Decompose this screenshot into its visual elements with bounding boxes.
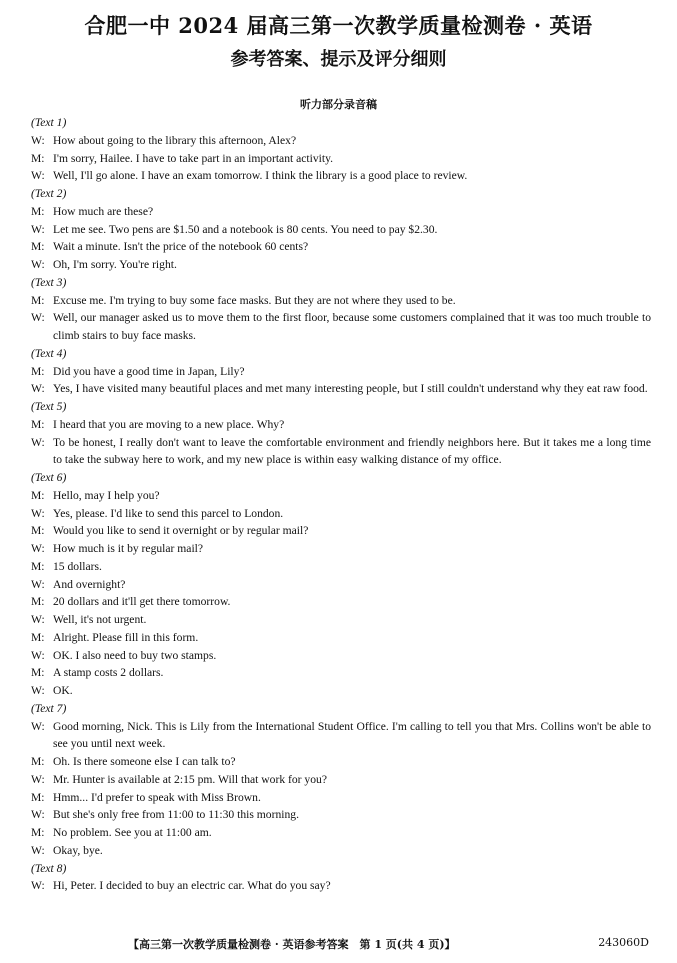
speaker-label: M: bbox=[31, 559, 45, 573]
dialogue-text: But she's only free from 11:00 to 11:30 this morning. bbox=[53, 808, 299, 822]
dialogue-text: Hmm... I'd prefer to speak with Miss Brown. bbox=[53, 790, 261, 804]
dialogue-line bbox=[31, 363, 651, 381]
speaker-label: W: bbox=[31, 506, 45, 520]
dialogue-text: Hi, Peter. I decided to buy an electric car. What do you say? bbox=[53, 879, 331, 893]
dialogue-line bbox=[31, 309, 651, 345]
text-heading: (Text 4) bbox=[31, 346, 67, 360]
dialogue-text: I heard that you are moving to a new place. Why? bbox=[53, 417, 285, 431]
dialogue-line bbox=[31, 416, 651, 434]
dialogue-line bbox=[31, 647, 651, 665]
dialogue-text: Alright. Please fill in this form. bbox=[53, 630, 199, 644]
text-heading: (Text 3) bbox=[31, 275, 67, 289]
dialogue-line bbox=[31, 806, 651, 824]
dialogue-line bbox=[31, 203, 651, 221]
speaker-label: M: bbox=[31, 666, 45, 680]
speaker-label: M: bbox=[31, 151, 45, 165]
speaker-label: W: bbox=[31, 808, 45, 822]
dialogue-text: Did you have a good time in Japan, Lily? bbox=[53, 364, 245, 378]
dialogue-line bbox=[31, 434, 651, 470]
speaker-label: M: bbox=[31, 790, 45, 804]
speaker-label: W: bbox=[31, 222, 45, 236]
speaker-label: W: bbox=[31, 719, 45, 733]
dialogue-line bbox=[31, 292, 651, 310]
dialogue-line bbox=[31, 593, 651, 611]
dialogue-line bbox=[31, 558, 651, 576]
speaker-label: W: bbox=[31, 169, 45, 183]
dialogue-text: No problem. See you at 11:00 am. bbox=[53, 826, 212, 839]
text-heading: (Text 7) bbox=[31, 701, 67, 715]
speaker-label: M: bbox=[31, 417, 45, 431]
dialogue-text: Mr. Hunter is available at 2:15 pm. Will that work for you? bbox=[53, 772, 327, 786]
dialogue-text: Well, I'll go alone. I have an exam tomorrow. I think the library is a good place to review. bbox=[53, 169, 468, 183]
dialogue-line bbox=[31, 771, 651, 789]
footer-code: 243060D bbox=[598, 936, 649, 949]
transcript bbox=[31, 114, 651, 895]
speaker-label: W: bbox=[31, 258, 45, 271]
speaker-label: W: bbox=[31, 648, 45, 662]
dialogue-line bbox=[31, 505, 651, 523]
dialogue-text: Oh. Is there someone else I can talk to? bbox=[53, 755, 236, 768]
dialogue-line bbox=[31, 789, 651, 807]
dialogue-line bbox=[31, 132, 651, 150]
dialogue-text: Excuse me. I'm trying to buy some face masks. But they are not where they used to be. bbox=[53, 293, 456, 307]
dialogue-line bbox=[31, 522, 651, 540]
speaker-label: M: bbox=[31, 240, 45, 254]
dialogue-line bbox=[31, 167, 651, 185]
dialogue-text: Would you like to send it overnight or by regular mail? bbox=[53, 524, 309, 538]
dialogue-text: How about going to the library this afternoon, Alex? bbox=[53, 133, 297, 147]
speaker-label: M: bbox=[31, 595, 45, 609]
dialogue-text: And overnight? bbox=[53, 577, 126, 591]
document-title: 合肥一中 2024 届高三第一次教学质量检测卷 · 英语 bbox=[84, 13, 593, 38]
dialogue-text: 15 dollars. bbox=[53, 559, 102, 573]
dialogue-line bbox=[31, 150, 651, 168]
dialogue-text: Well, our manager asked us to move them to the first floor, because some customers complained that it was too much trouble to climb stairs to buy face masks. bbox=[53, 311, 651, 342]
speaker-label: W: bbox=[31, 772, 45, 786]
speaker-label: M: bbox=[31, 293, 45, 307]
dialogue-text: Yes, I have visited many beautiful places and met many interesting people, but I still couldn't understand why they eat raw food. bbox=[53, 382, 648, 396]
dialogue-line bbox=[31, 718, 651, 754]
speaker-label: W: bbox=[31, 613, 45, 626]
speaker-label: W: bbox=[31, 435, 45, 449]
speaker-label: W: bbox=[31, 879, 45, 893]
dialogue-text: 20 dollars and it'll get there tomorrow. bbox=[53, 595, 231, 609]
dialogue-line bbox=[31, 877, 651, 895]
dialogue-line bbox=[31, 629, 651, 647]
speaker-label: W: bbox=[31, 542, 45, 555]
dialogue-line bbox=[31, 221, 651, 239]
text-heading: (Text 8) bbox=[31, 861, 67, 875]
speaker-label: M: bbox=[31, 826, 45, 839]
dialogue-line bbox=[31, 664, 651, 682]
dialogue-text: Well, it's not urgent. bbox=[53, 613, 147, 626]
dialogue-text: Let me see. Two pens are $1.50 and a notebook is 80 cents. You need to pay $2.30. bbox=[53, 222, 438, 236]
dialogue-line bbox=[31, 824, 651, 842]
text-heading: (Text 1) bbox=[31, 116, 67, 129]
text-heading: (Text 2) bbox=[31, 187, 67, 200]
text-heading: (Text 6) bbox=[31, 471, 67, 484]
speaker-label: W: bbox=[31, 382, 45, 396]
dialogue-line bbox=[31, 576, 651, 594]
speaker-label: M: bbox=[31, 488, 45, 502]
dialogue-text: A stamp costs 2 dollars. bbox=[53, 666, 164, 680]
speaker-label: M: bbox=[31, 204, 45, 218]
dialogue-line bbox=[31, 238, 651, 256]
speaker-label: W: bbox=[31, 133, 45, 147]
dialogue-text: How much are these? bbox=[53, 204, 154, 218]
dialogue-text: Wait a minute. Isn't the price of the notebook 60 cents? bbox=[53, 240, 309, 254]
speaker-label: M: bbox=[31, 524, 45, 538]
speaker-label: M: bbox=[31, 755, 45, 768]
section-title: 听力部分录音稿 bbox=[300, 98, 377, 111]
dialogue-line bbox=[31, 682, 651, 700]
dialogue-line bbox=[31, 753, 651, 771]
dialogue-text: To be honest, I really don't want to leave the comfortable environment and friendly neighbors here. But it takes me a long time to take the subway here to work, and my new place is within easy walking distance of my office. bbox=[53, 435, 651, 467]
speaker-label: W: bbox=[31, 843, 45, 857]
dialogue-text: OK. I also need to buy two stamps. bbox=[53, 648, 217, 662]
document-subtitle: 参考答案、提示及评分细则 bbox=[230, 49, 447, 70]
dialogue-text: Oh, I'm sorry. You're right. bbox=[53, 258, 177, 271]
dialogue-line bbox=[31, 256, 651, 274]
dialogue-text: I'm sorry, Hailee. I have to take part in an important activity. bbox=[53, 151, 334, 165]
dialogue-line bbox=[31, 611, 651, 629]
page-footer bbox=[0, 936, 677, 952]
dialogue-text: Hello, may I help you? bbox=[53, 488, 160, 502]
dialogue-text: Yes, please. I'd like to send this parcel to London. bbox=[53, 506, 284, 520]
speaker-label: W: bbox=[31, 311, 45, 325]
speaker-label: M: bbox=[31, 364, 45, 378]
dialogue-line bbox=[31, 540, 651, 558]
speaker-label: M: bbox=[31, 630, 45, 644]
speaker-label: W: bbox=[31, 577, 45, 591]
footer-text: 【高三第一次教学质量检测卷 · 英语参考答案 第 1 页(共 4 页)】 bbox=[128, 938, 456, 951]
text-heading: (Text 5) bbox=[31, 400, 67, 413]
dialogue-line bbox=[31, 487, 651, 505]
dialogue-text: How much is it by regular mail? bbox=[53, 542, 204, 555]
dialogue-text: Good morning, Nick. This is Lily from the International Student Office. I'm calling to tell you that Mrs. Collins won't be able to see you until next week. bbox=[53, 719, 651, 751]
dialogue-line bbox=[31, 842, 651, 860]
dialogue-text: Okay, bye. bbox=[53, 843, 103, 857]
speaker-label: W: bbox=[31, 684, 45, 697]
dialogue-line bbox=[31, 380, 651, 398]
dialogue-text: OK. bbox=[53, 684, 73, 697]
